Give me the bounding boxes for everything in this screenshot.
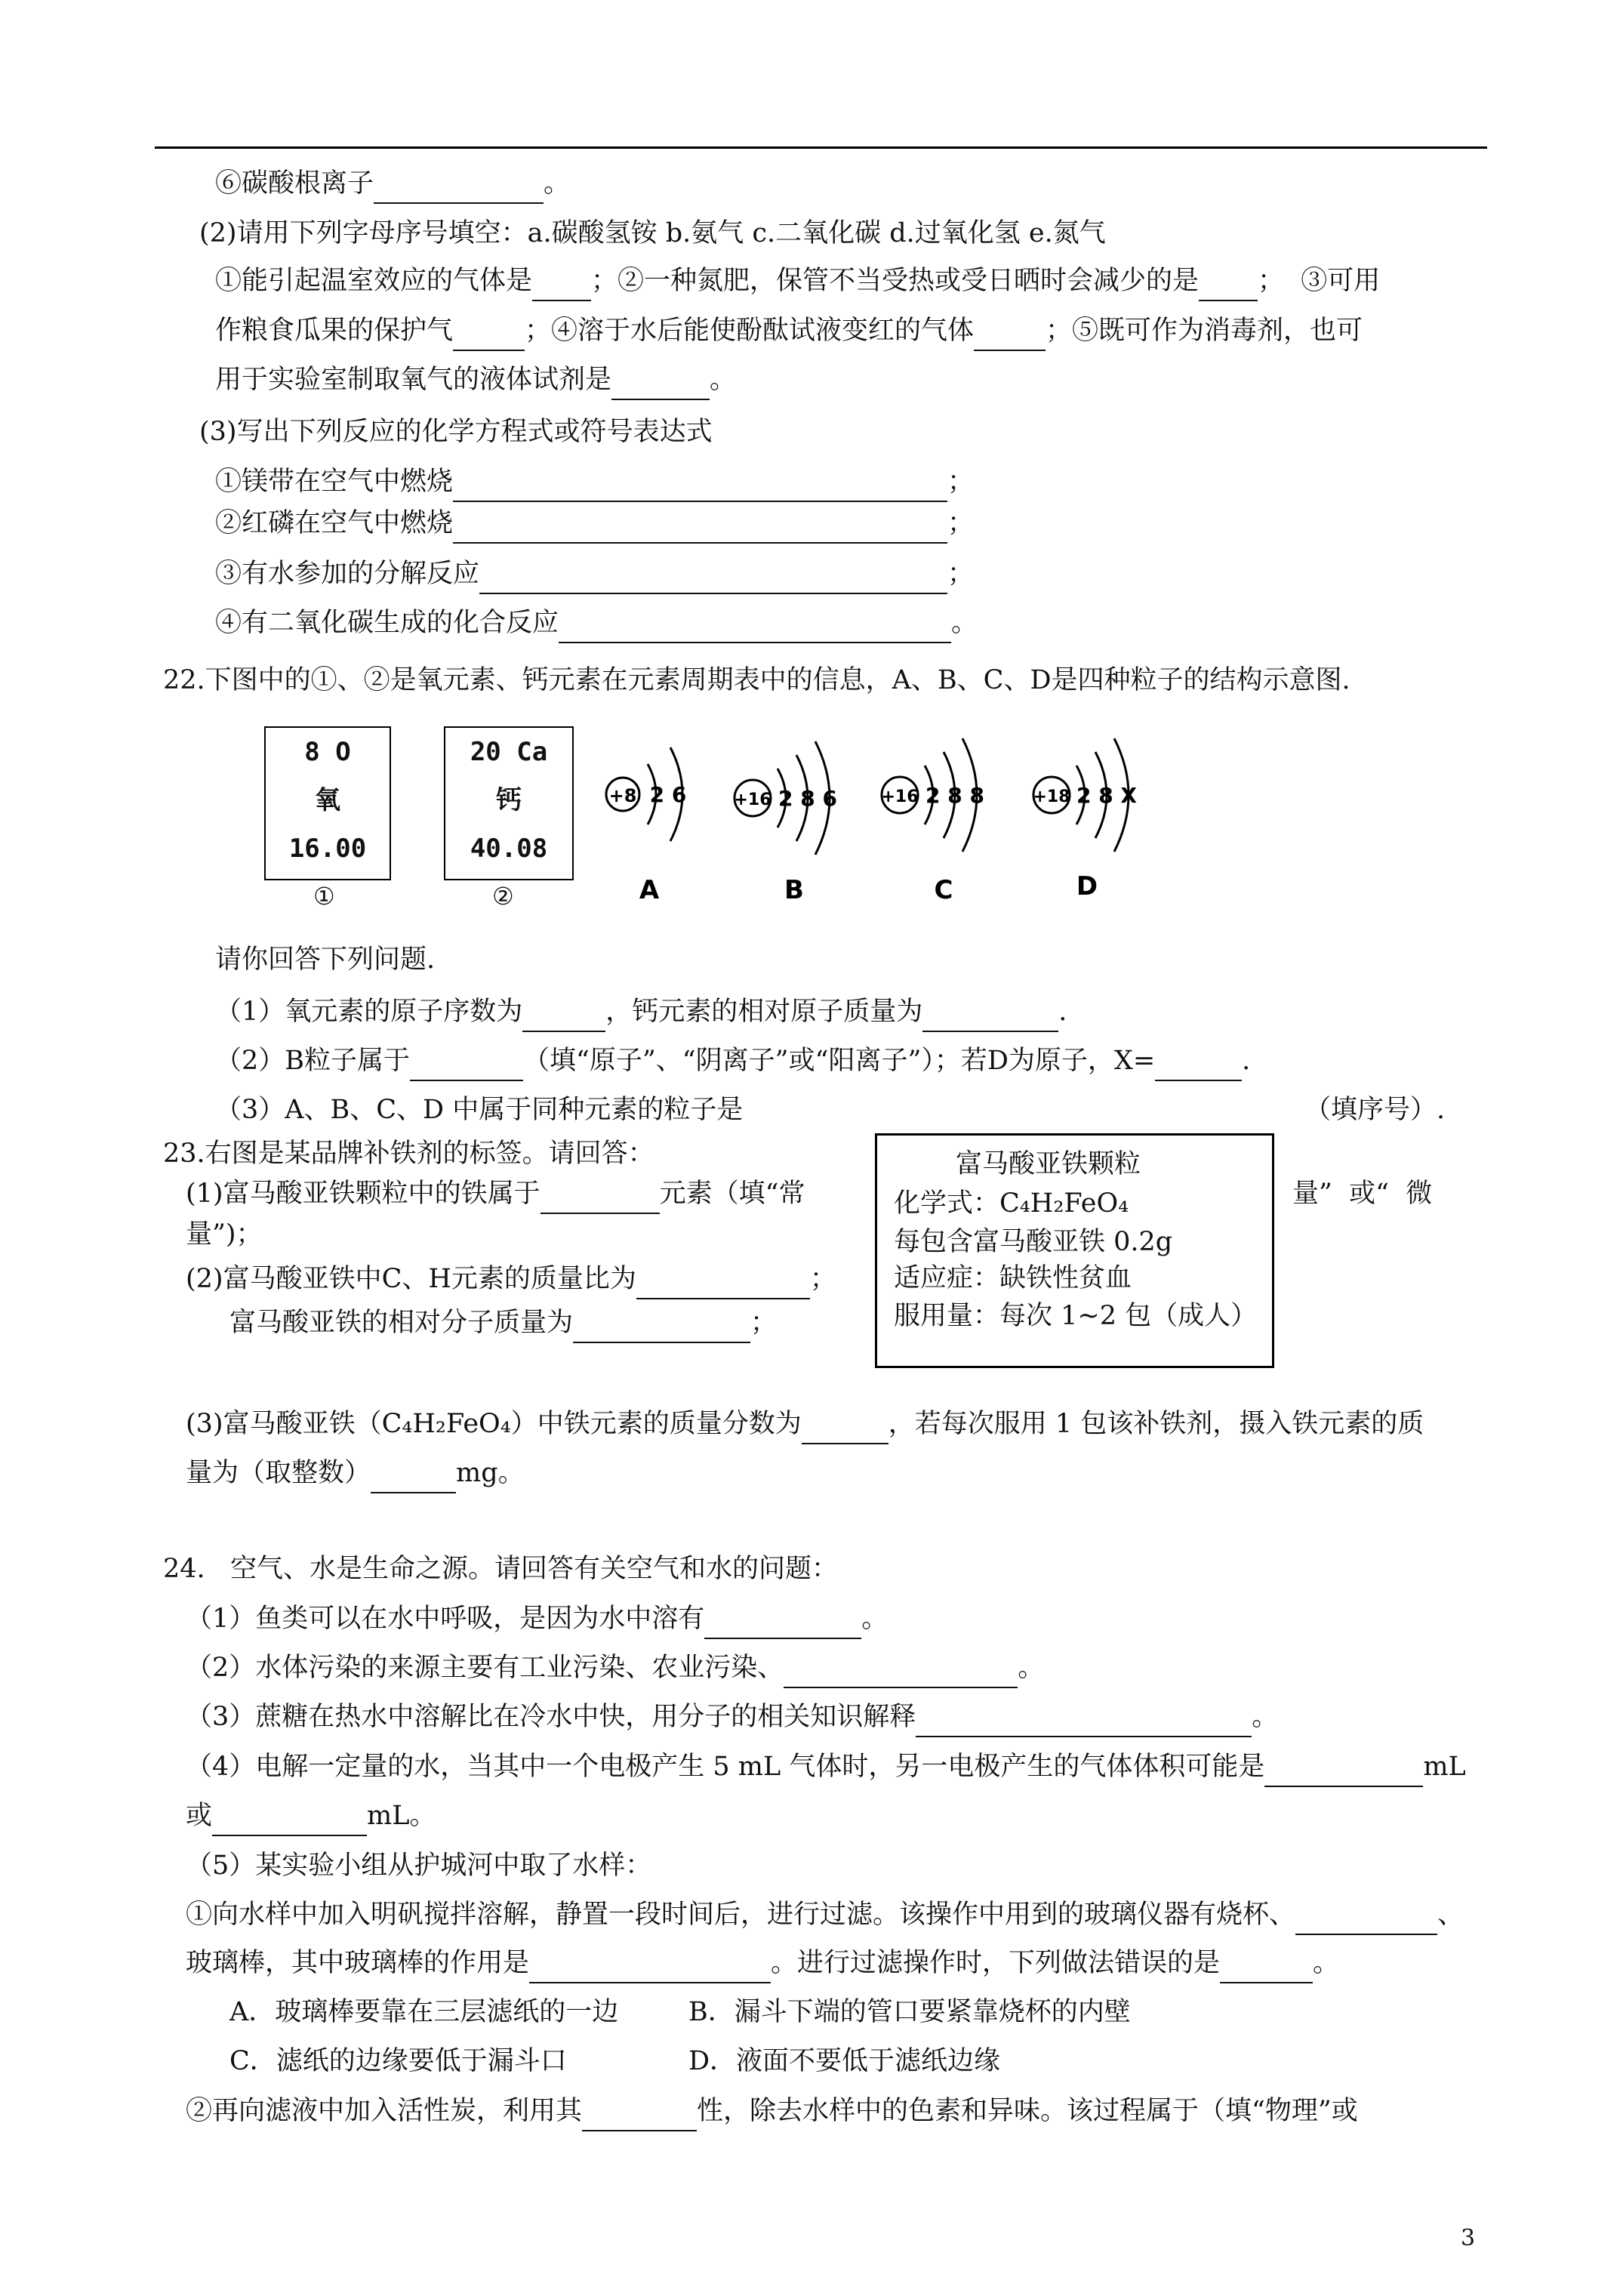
- answer-blank[interactable]: [636, 1261, 810, 1299]
- q23-sub1-tail: 量” 或“ 微: [1292, 1179, 1433, 1209]
- answer-blank[interactable]: [922, 994, 1058, 1032]
- svg-text:+16: +16: [881, 787, 919, 806]
- answer-blank[interactable]: [410, 1043, 523, 1081]
- svg-text:D: D: [1076, 871, 1098, 901]
- q22-sub3-tail: （填序号）.: [1304, 1095, 1446, 1125]
- answer-blank[interactable]: [1155, 1043, 1242, 1081]
- answer-blank[interactable]: [1264, 1749, 1423, 1787]
- q21-item6: ⑥碳酸根离子 。: [215, 165, 570, 204]
- answer-blank[interactable]: [453, 505, 947, 544]
- q21-part2-line2: 作粮食瓜果的保护气 ；④溶于水后能使酚酞试液变红的气体 ；⑤既可作为消毒剂，也可: [215, 313, 1363, 351]
- svg-text:+18: +18: [1033, 787, 1070, 806]
- label-formula: 化学式：C₄H₂FeO₄: [894, 1188, 1129, 1219]
- oxygen-mass: 16.00: [288, 834, 367, 864]
- answer-blank[interactable]: [1295, 1897, 1437, 1935]
- q24-sub2: （2）水体污染的来源主要有工业污染、农业污染、 。: [186, 1650, 1044, 1688]
- q23-sub3: (3)富马酸亚铁（C₄H₂FeO₄）中铁元素的质量分数为 ，若每次服用 1 包该补铁剂，摄入铁元素的质: [186, 1406, 1424, 1444]
- q24-option-b: B．漏斗下端的管口要紧靠烧杯的内壁: [688, 1997, 1131, 2027]
- oxygen-element-cell: [264, 726, 391, 880]
- calcium-mass: 40.08: [470, 834, 548, 864]
- label-dosage: 服用量：每次 1~2 包（成人）: [894, 1301, 1258, 1331]
- answer-blank[interactable]: [916, 1699, 1252, 1737]
- q22-sub3: （3）A、B、C、D 中属于同种元素的粒子是: [215, 1095, 744, 1125]
- supplement-label-box: [875, 1133, 1274, 1368]
- answer-blank[interactable]: [522, 994, 605, 1032]
- q24-sub5-1: ①向水样中加入明矾搅拌溶解，静置一段时间后，进行过滤。该操作中用到的玻璃仪器有烧杯、 、: [186, 1897, 1464, 1935]
- q21-part2-line1: ①能引起温室效应的气体是 ；②一种氮肥，保管不当受热或受日晒时会减少的是 ； ③可用: [215, 263, 1380, 301]
- particle-structure-diagrams: [589, 710, 1147, 906]
- q21-eq2: ②红磷在空气中燃烧 ；: [215, 505, 974, 544]
- oxygen-number-symbol: 8 O: [304, 737, 351, 767]
- answer-blank[interactable]: [453, 464, 947, 502]
- q24-option-a: A．玻璃棒要靠在三层滤纸的一边: [229, 1997, 619, 2027]
- answer-blank[interactable]: [371, 1455, 456, 1493]
- answer-blank[interactable]: [802, 1406, 888, 1444]
- q21-eq3: ③有水参加的分解反应 ；: [215, 556, 974, 594]
- q23-sub2: (2)富马酸亚铁中C、H元素的质量比为 ；: [186, 1261, 836, 1299]
- q24-stem: 24. 空气、水是生命之源。请回答有关空气和水的问题：: [163, 1554, 839, 1584]
- q22-stem: 22.下图中的①、②是氧元素、钙元素在元素周期表中的信息，A、B、C、D是四种粒子的结构示意图.: [163, 665, 1350, 695]
- q24-option-c: C．滤纸的边缘要低于漏斗口: [229, 2046, 567, 2076]
- svg-text:+16: +16: [734, 791, 771, 809]
- answer-blank[interactable]: [1199, 263, 1258, 301]
- q22-sub2: （2）B粒子属于 （填“原子”、“阴离子”或“阳离子”）；若D为原子，X= .: [215, 1043, 1250, 1081]
- answer-blank[interactable]: [704, 1601, 861, 1639]
- q23-sub2-b: 富马酸亚铁的相对分子质量为 ；: [229, 1305, 777, 1343]
- svg-text:2 6: 2 6: [649, 782, 687, 807]
- answer-blank[interactable]: [529, 1945, 771, 1983]
- calcium-number-symbol: 20 Ca: [470, 737, 548, 767]
- particle-D: [1033, 738, 1137, 901]
- calcium-element-cell: [444, 726, 574, 880]
- q24-sub4-b: 或 mL。: [186, 1798, 436, 1836]
- answer-blank[interactable]: [212, 1798, 367, 1836]
- q23-sub1: (1)富马酸亚铁颗粒中的铁属于 元素（填“常: [186, 1176, 805, 1214]
- particle-A: [606, 747, 686, 905]
- oxygen-name: 氧: [315, 785, 340, 815]
- q21-part2-line3: 用于实验室制取氧气的液体试剂是 。: [215, 362, 736, 400]
- answer-blank[interactable]: [559, 605, 951, 643]
- particle-B: [734, 741, 837, 905]
- answer-blank[interactable]: [784, 1650, 1018, 1688]
- label-content: 每包含富马酸亚铁 0.2g: [894, 1227, 1173, 1257]
- q21-part2-intro: (2)请用下列字母序号填空：a.碳酸氢铵 b.氨气 c.二氧化碳 d.过氧化氢 e.氮气: [199, 218, 1106, 248]
- q23-stem: 23.右图是某品牌补铁剂的标签。请回答：: [163, 1139, 654, 1169]
- svg-text:C: C: [934, 875, 953, 905]
- svg-text:+8: +8: [608, 785, 637, 806]
- answer-blank[interactable]: [532, 263, 591, 301]
- answer-blank[interactable]: [453, 313, 525, 351]
- header-rule: [155, 146, 1487, 149]
- answer-blank[interactable]: [573, 1305, 750, 1343]
- answer-blank[interactable]: [582, 2093, 697, 2131]
- q22-ask: 请你回答下列问题.: [215, 945, 436, 975]
- svg-text:2 8 6: 2 8 6: [778, 786, 837, 811]
- cell-label-2: ②: [492, 882, 514, 911]
- cell-label-1: ①: [313, 882, 335, 911]
- svg-text:2 8 X: 2 8 X: [1076, 783, 1138, 808]
- answer-blank[interactable]: [974, 313, 1046, 351]
- svg-text:A: A: [639, 875, 660, 905]
- q21-eq1: ①镁带在空气中燃烧 ；: [215, 464, 974, 502]
- q22-sub1: （1）氧元素的原子序数为 ，钙元素的相对原子质量为 .: [215, 994, 1067, 1032]
- q24-sub1: （1）鱼类可以在水中呼吸，是因为水中溶有 。: [186, 1601, 888, 1639]
- q21-eq4: ④有二氧化碳生成的化合反应 。: [215, 605, 978, 643]
- answer-blank[interactable]: [540, 1176, 660, 1214]
- q24-sub5: （5）某实验小组从护城河中取了水样：: [186, 1851, 652, 1881]
- q24-sub5-2: 玻璃棒，其中玻璃棒的作用是 。进行过滤操作时，下列做法错误的是 。: [186, 1945, 1339, 1983]
- answer-blank[interactable]: [611, 362, 710, 400]
- q23-sub3-b: 量为（取整数） mg。: [186, 1455, 525, 1493]
- label-indication: 适应症：缺铁性贫血: [894, 1263, 1132, 1293]
- particle-C: [881, 738, 984, 905]
- page-number: 3: [1461, 2225, 1476, 2251]
- q23-sub1-end: 量”)；: [186, 1219, 263, 1250]
- q24-sub5-3: ②再向滤液中加入活性炭，利用其 性，除去水样中的色素和异味。该过程属于（填“物理”或: [186, 2093, 1358, 2131]
- answer-blank[interactable]: [374, 165, 544, 204]
- q24-sub4: （4）电解一定量的水，当其中一个电极产生 5 mL 气体时，另一电极产生的气体体积可能是 mL: [186, 1749, 1466, 1787]
- calcium-name: 钙: [496, 785, 522, 815]
- answer-blank[interactable]: [479, 556, 947, 594]
- q24-sub3: （3）蔗糖在热水中溶解比在冷水中快，用分子的相关知识解释 。: [186, 1699, 1278, 1737]
- q24-option-d: D．液面不要低于滤纸边缘: [688, 2046, 1001, 2076]
- q21-part3-intro: (3)写出下列反应的化学方程式或符号表达式: [199, 417, 713, 447]
- svg-text:B: B: [784, 875, 804, 905]
- answer-blank[interactable]: [1220, 1945, 1313, 1983]
- svg-text:2 8 8: 2 8 8: [925, 783, 984, 808]
- label-title: 富马酸亚铁颗粒: [956, 1149, 1141, 1179]
